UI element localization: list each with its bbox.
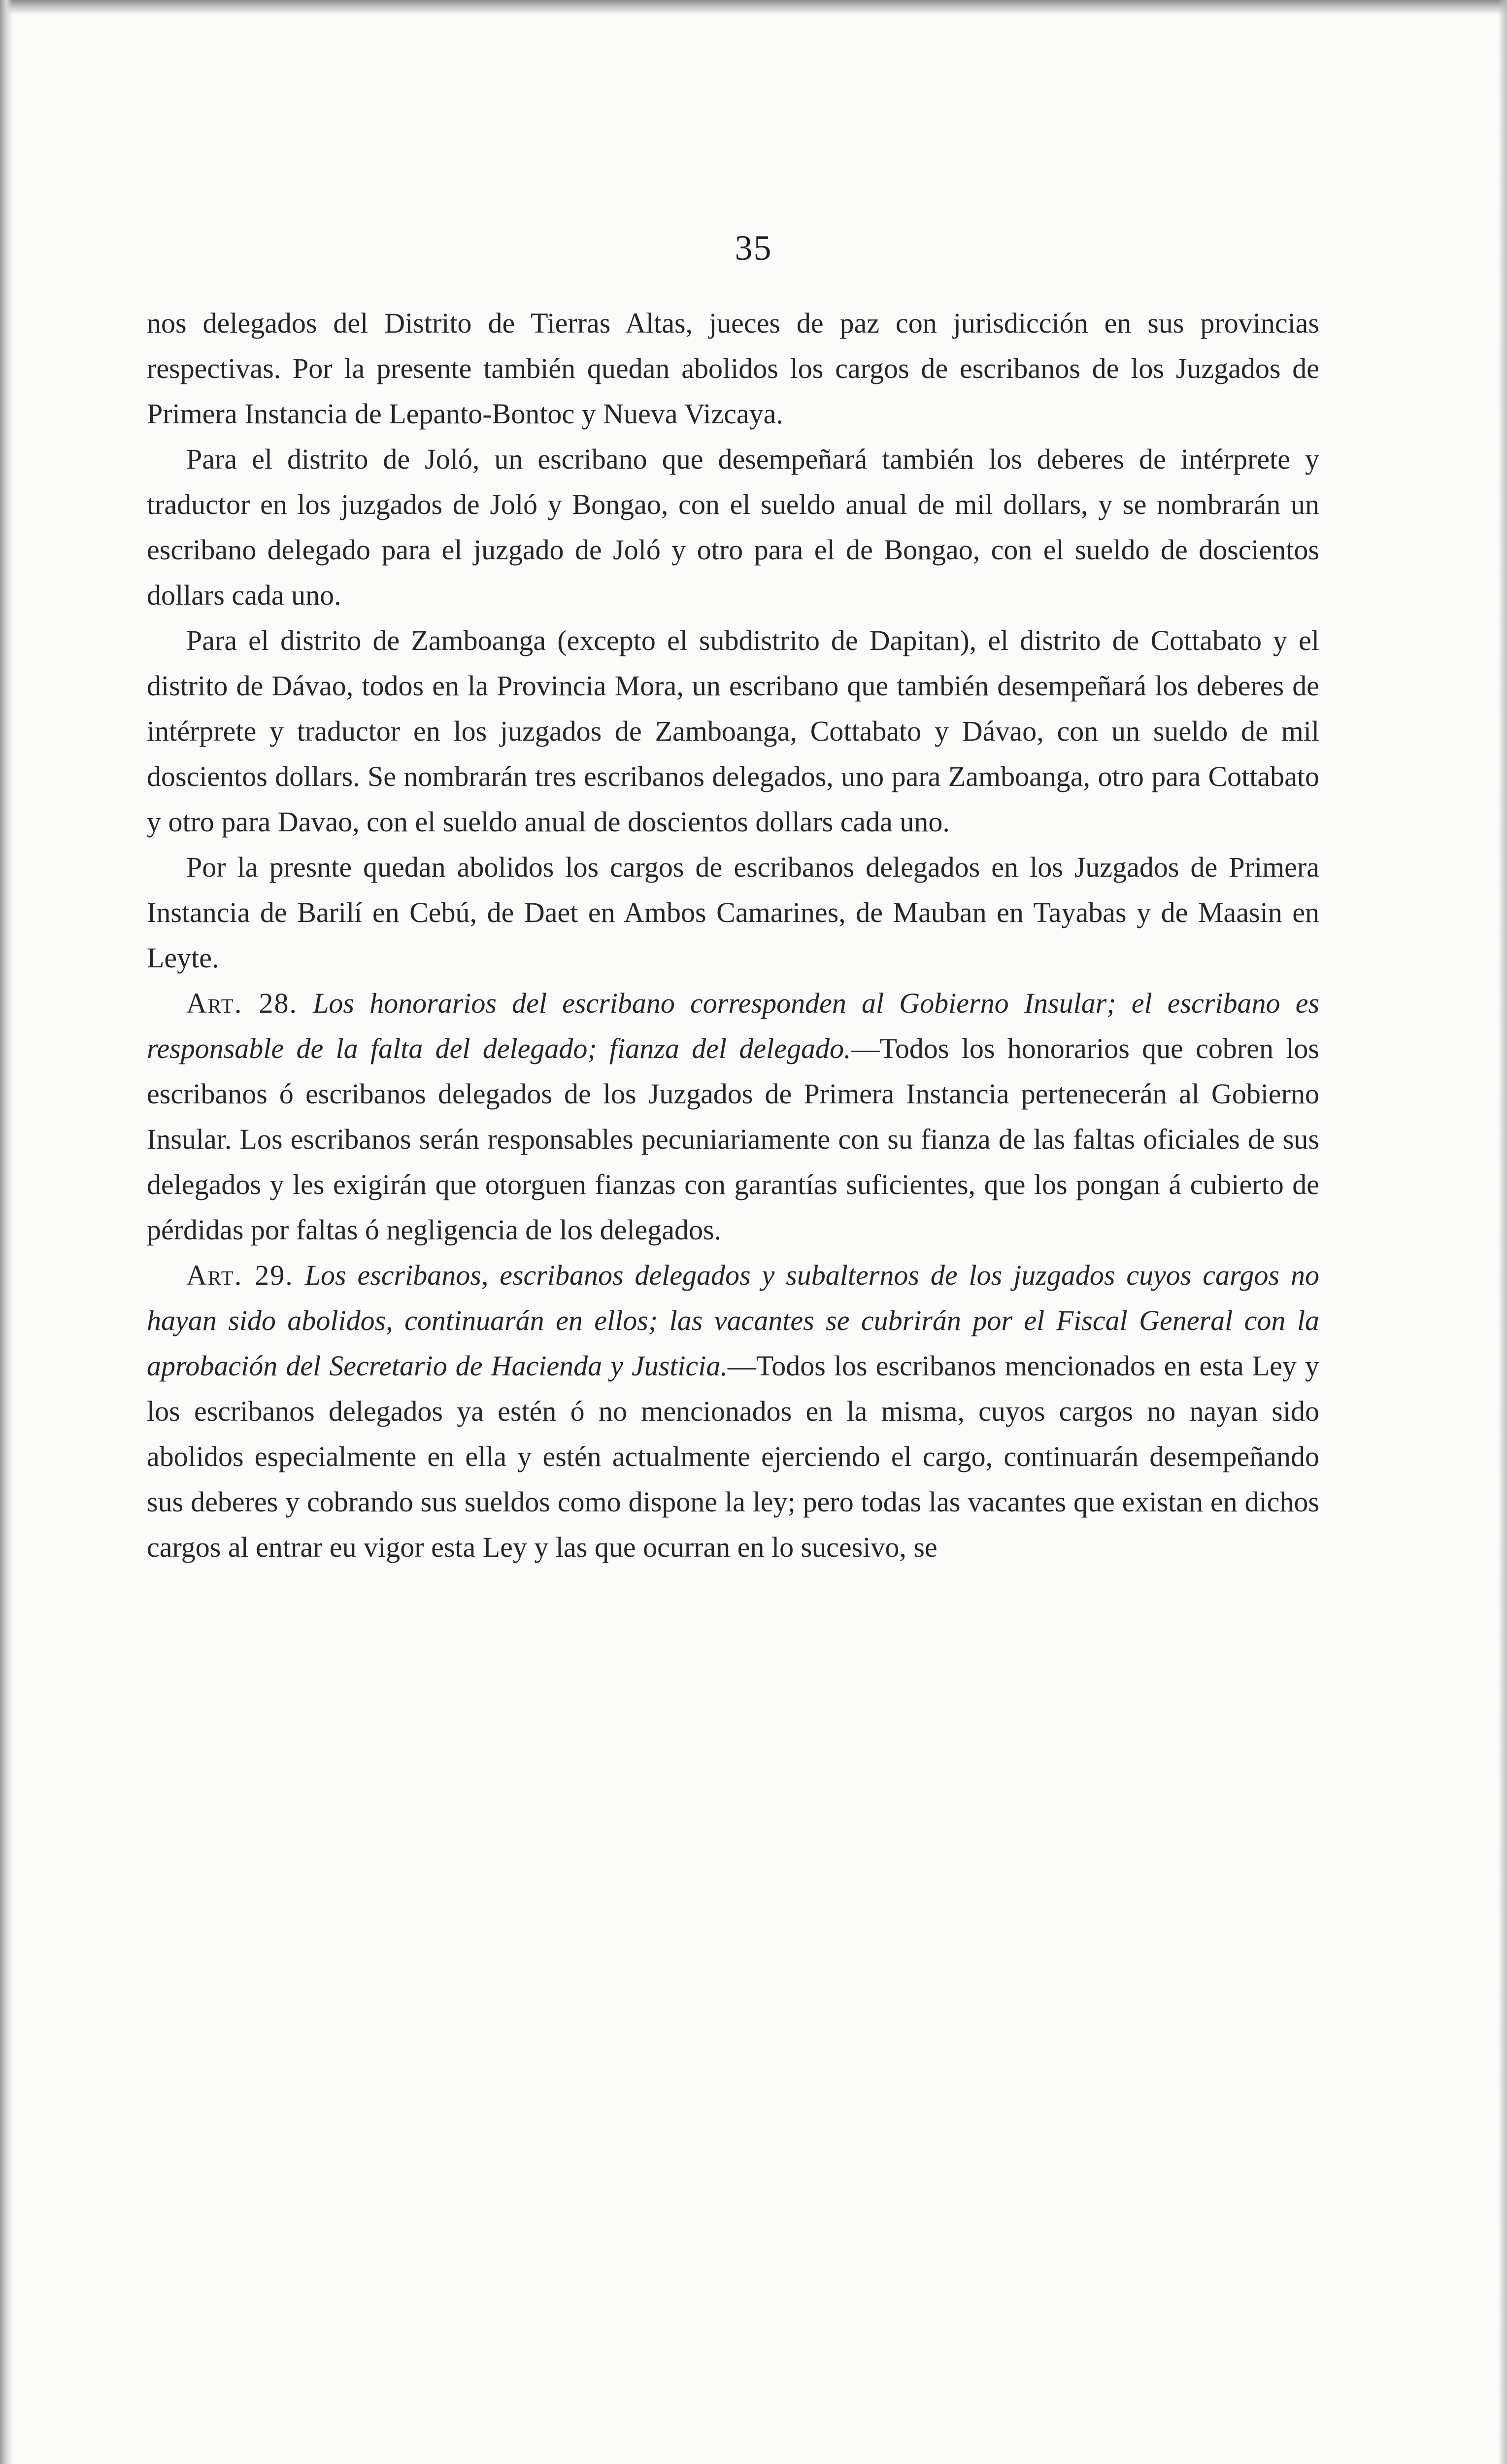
paragraph-text: nos delegados del Distrito de Tierras Altas, jueces de paz con jurisdicción en sus provincias respectivas. Por la presente también quedan abolidos los cargos de escribanos de los Juzgados de Primera Instancia de Lepanto-Bontoc y Nueva Vizcaya.: [147, 307, 1319, 430]
paragraph-text: Para el distrito de Zamboanga (excepto el subdistrito de Dapitan), el distrito de Cottabato y el distrito de Dávao, todos en la Provincia Mora, un escribano que también desempeñará los deberes de intérprete y traductor en los juzgados de Zamboanga, Cottabato y Dávao, con un sueldo de mil doscientos dollars. Se nombrarán tres escribanos delegados, uno para Zamboanga, otro para Cottabato y otro para Davao, con el sueldo anual de doscientos dollars cada uno.: [147, 624, 1319, 838]
article-body: —Todos los honorarios que cobren los escribanos ó escribanos delegados de los Juzgados de Primera Instancia pertenecerán al Gobierno Insular. Los escribanos serán responsables pecuniariamente con su fianza de las faltas oficiales de sus delegados y les exigirán que otorguen fianzas con garantías suficientes, que los pongan á cubierto de pérdidas por faltas ó negligencia de los delegados.: [147, 1032, 1319, 1246]
paragraph-jolo: [147, 437, 1319, 618]
scan-left-edge: [0, 0, 13, 2464]
paragraph-abolished-offices: [147, 845, 1319, 981]
article-heading: Los honorarios del escribano corresponden al Gobierno Insular; el escribano es responsable de la falta del delegado; fianza del delegado.: [147, 987, 1320, 1064]
article-29: [147, 1253, 1319, 1570]
article-label: Art. 28.: [186, 987, 298, 1019]
paragraph-continuation: [147, 301, 1319, 437]
paragraph-text: Para el distrito de Joló, un escribano que desempeñará también los deberes de intérprete y traductor en los juzgados de Joló y Bongao, con el sueldo anual de mil dollars, y se nombrarán un escribano delegado para el juzgado de Joló y otro para el de Bongao, con el sueldo de doscientos dollars cada uno.: [147, 443, 1319, 611]
article-body: —Todos los escribanos mencionados en esta Ley y los escribanos delegados ya estén ó no mencionados en la misma, cuyos cargos no nayan sido abolidos especialmente en ella y estén actualmente ejerciendo el cargo, continuarán desempeñando sus deberes y cobrando sus sueldos como dispone la ley; pero todas las vacantes que existan en dichos cargos al entrar eu vigor esta Ley y las que ocurran en lo sucesivo, se: [147, 1350, 1319, 1563]
paragraph-zamboanga: [147, 618, 1319, 845]
page-number: 35: [735, 228, 772, 268]
scan-top-edge: [0, 0, 1507, 15]
article-28: [147, 981, 1319, 1253]
article-heading: Los escribanos, escribanos delegados y subalternos de los juzgados cuyos cargos no hayan sido abolidos, continuarán en ellos; las vacantes se cubrirán por el Fiscal General con la aprobación del Secretario de Hacienda y Justicia.: [147, 1259, 1319, 1382]
paragraph-text: Por la presnte quedan abolidos los cargos de escribanos delegados en los Juzgados de Primera Instancia de Barilí en Cebú, de Daet en Ambos Camarines, de Mauban en Tayabas y de Maasin en Leyte.: [147, 851, 1319, 974]
article-label: Art. 29.: [186, 1259, 294, 1291]
scan-right-edge: [1498, 0, 1507, 2464]
body-text: [147, 301, 1319, 1570]
